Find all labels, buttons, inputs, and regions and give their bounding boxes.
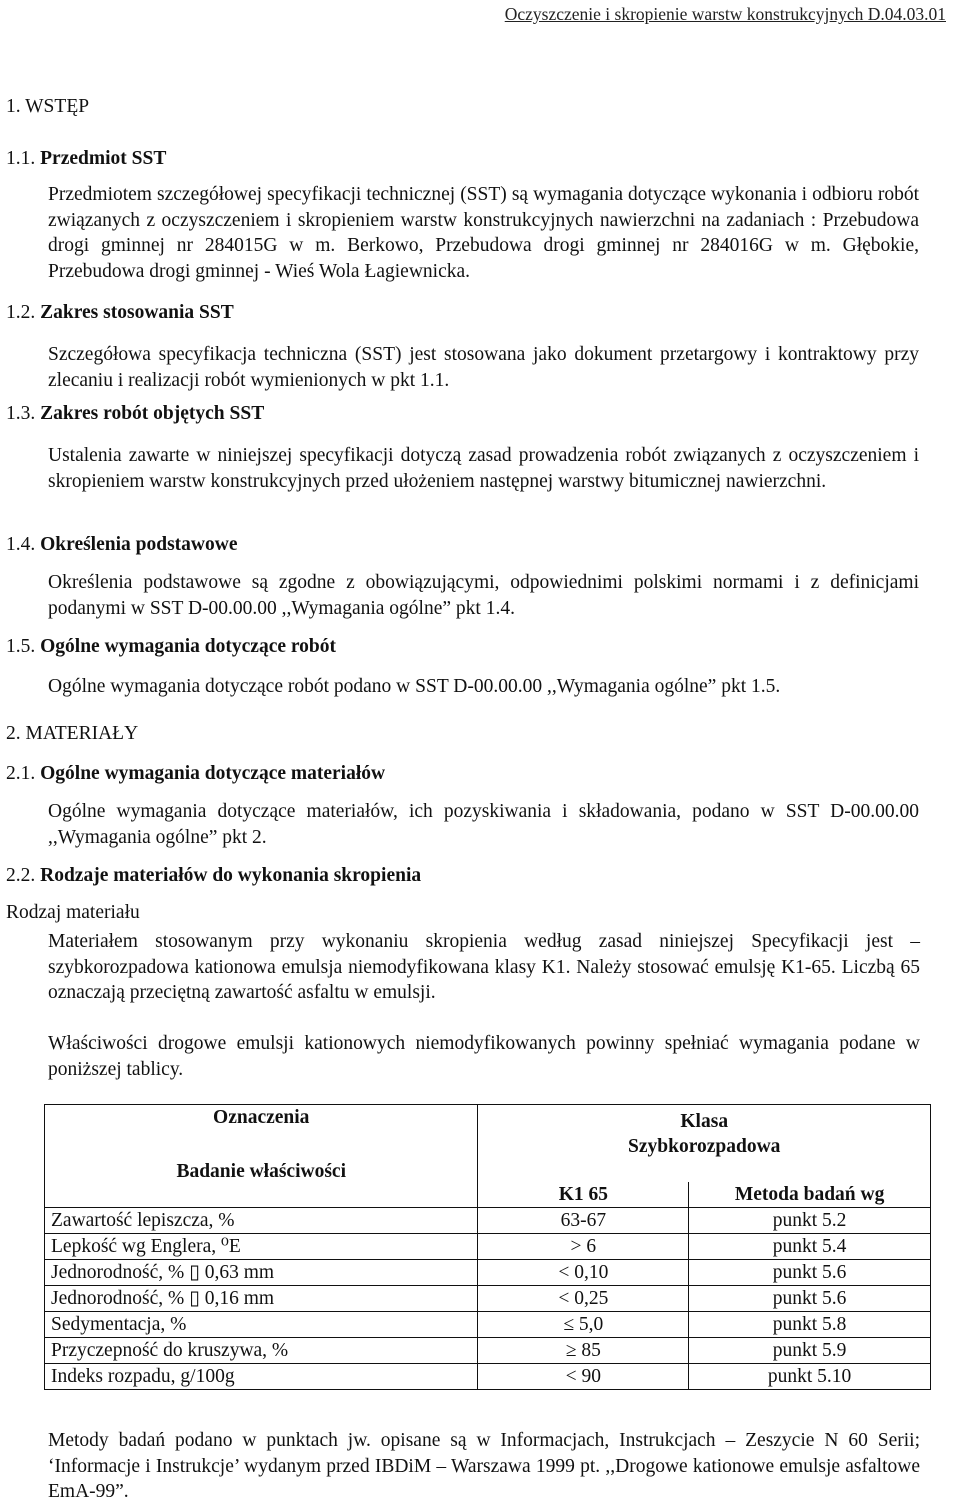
section-number: 2.: [6, 723, 21, 744]
table-header-row: [45, 1105, 931, 1160]
paragraph-2-1: Ogólne wymagania dotyczące materiałów, ich pozyskiwania i składowania, podano w SST D-00.00.00 ,,Wymagania ogólne” pkt 2.: [48, 801, 919, 848]
emulsion-properties-table: [44, 1104, 931, 1390]
row-method: punkt 5.9: [689, 1338, 931, 1364]
table-row: [45, 1234, 931, 1260]
heading-title: Określenia podstawowe: [40, 534, 238, 555]
paragraph-1-5: Ogólne wymagania dotyczące robót podano w SST D-00.00.00 ,,Wymagania ogólne” pkt 1.5.: [48, 676, 781, 697]
row-property: Sedymentacja, %: [45, 1312, 478, 1338]
row-property: Indeks rozpadu, g/100g: [45, 1364, 478, 1390]
row-value: ≥ 85: [478, 1338, 689, 1364]
table-row: [45, 1286, 931, 1312]
paragraph-1-2: Szczegółowa specyfikacja techniczna (SST) jest stosowana jako dokument przetargowy i kontraktowy przy zlecaniu i realizacji robót wymienionych w pkt 1.1.: [48, 344, 919, 391]
heading-1-2: [6, 302, 234, 324]
row-method: punkt 5.6: [689, 1286, 931, 1312]
heading-title: Przedmiot SST: [40, 148, 167, 169]
table-row: [45, 1364, 931, 1390]
row-method: punkt 5.6: [689, 1260, 931, 1286]
row-property: Zawartość lepiszcza, %: [45, 1208, 478, 1234]
heading-number: 1.1.: [6, 148, 36, 169]
heading-title: Zakres stosowania SST: [40, 302, 234, 323]
row-method: punkt 5.8: [689, 1312, 931, 1338]
paragraph-1-3: Ustalenia zawarte w niniejszej specyfikacji dotyczą zasad prowadzenia robót związanych z oczyszczeniem i skropieniem warstw konstrukcyjnych przed ułożeniem następnej warstwy bitumicznej nawierzchni.: [48, 445, 919, 492]
header-klasa: Klasa: [680, 1111, 729, 1132]
header-spacer-cell: [478, 1160, 931, 1182]
heading-title: Ogólne wymagania dotyczące materiałów: [40, 763, 386, 784]
header-badanie: Badanie właściwości: [176, 1161, 347, 1182]
section-2-heading: [6, 723, 138, 745]
row-property: Przyczepność do kruszywa, %: [45, 1338, 478, 1364]
header-cell-class: [478, 1105, 931, 1160]
table-row: [45, 1338, 931, 1364]
heading-2-1: [6, 763, 385, 785]
row-method: punkt 5.10: [689, 1364, 931, 1390]
heading-title: Rodzaje materiałów do wykonania skropienia: [40, 865, 422, 886]
row-property: Jednorodność, % ▯ 0,63 mm: [45, 1260, 478, 1286]
heading-number: 1.5.: [6, 636, 36, 657]
heading-1-4: [6, 534, 238, 556]
row-method: punkt 5.2: [689, 1208, 931, 1234]
row-value: 63-67: [478, 1208, 689, 1234]
paragraph-2-2-b: Właściwości drogowe emulsji kationowych niemodyfikowanych powinny spełniać wymagania podane w poniższej tablicy.: [48, 1033, 920, 1080]
heading-1-5: [6, 636, 336, 658]
paragraph-1-4: Określenia podstawowe są zgodne z obowiązującymi, odpowiednimi polskimi normami i z definicjami podanymi w SST D-00.00.00 ,,Wymagania ogólne” pkt 1.4.: [48, 572, 919, 619]
row-property: Lepkość wg Englera, ⁰E: [45, 1234, 478, 1260]
header-oznaczenia: Oznaczenia: [213, 1107, 310, 1128]
section-title: MATERIAŁY: [25, 723, 139, 744]
row-method: punkt 5.4: [689, 1234, 931, 1260]
section-number: 1.: [6, 96, 21, 117]
header-szybkorozpadowa: Szybkorozpadowa: [628, 1136, 781, 1157]
header-k165: K1 65: [478, 1182, 689, 1208]
heading-1-1: [6, 148, 166, 170]
paragraph-1-1: Przedmiotem szczegółowej specyfikacji technicznej (SST) są wymagania dotyczące wykonania i odbioru robót związanych z oczyszczeniem i skropieniem warstw konstrukcyjnych nawierzchni na zadaniach : Przebudowa drogi gminnej nr 284015G w m. Berkowo, Przebudowa drogi gminnej nr 284016G w m. Głębokie, Przebudowa drogi gminnej - Wieś Wola Łagiewnicka.: [48, 184, 919, 282]
row-property: Jednorodność, % ▯ 0,16 mm: [45, 1286, 478, 1312]
row-value: < 90: [478, 1364, 689, 1390]
subheading-material-type: Rodzaj materiału: [6, 902, 140, 923]
header-cell-properties: [45, 1105, 478, 1208]
table-row: [45, 1260, 931, 1286]
row-value: > 6: [478, 1234, 689, 1260]
section-1-heading: [6, 96, 89, 118]
section-title: WSTĘP: [25, 96, 90, 117]
table-row: [45, 1312, 931, 1338]
table-row: [45, 1208, 931, 1234]
heading-number: 1.4.: [6, 534, 36, 555]
heading-number: 2.1.: [6, 763, 36, 784]
heading-title: Ogólne wymagania dotyczące robót: [40, 636, 337, 657]
heading-title: Zakres robót objętych SST: [40, 403, 265, 424]
row-value: ≤ 5,0: [478, 1312, 689, 1338]
header-metoda: Metoda badań wg: [689, 1182, 931, 1208]
footnote-methods: Metody badań podano w punktach jw. opisane są w Informacjach, Instrukcjach – Zeszycie N 60 Serii; ‘Informacje i Instrukcje’ wydanym przed IBDiM – Warszawa 1999 pt. ,,Drogowe kationowe emulsje asfaltowe EmA-99”.: [48, 1430, 920, 1503]
heading-number: 2.2.: [6, 865, 36, 886]
heading-2-2: [6, 865, 421, 887]
row-value: < 0,25: [478, 1286, 689, 1312]
row-value: < 0,10: [478, 1260, 689, 1286]
running-header: Oczyszczenie i skropienie warstw konstrukcyjnych D.04.03.01: [504, 4, 946, 24]
heading-number: 1.2.: [6, 302, 36, 323]
heading-number: 1.3.: [6, 403, 36, 424]
heading-1-3: [6, 403, 264, 425]
paragraph-2-2-a: Materiałem stosowanym przy wykonaniu skropienia według zasad niniejszej Specyfikacji jest – szybkorozpadowa kationowa emulsja niemodyfikowana klasy K1. Należy stosować emulsję K1-65. Liczbą 65 oznaczają przeciętną zawartość asfaltu w emulsji.: [48, 931, 920, 1004]
